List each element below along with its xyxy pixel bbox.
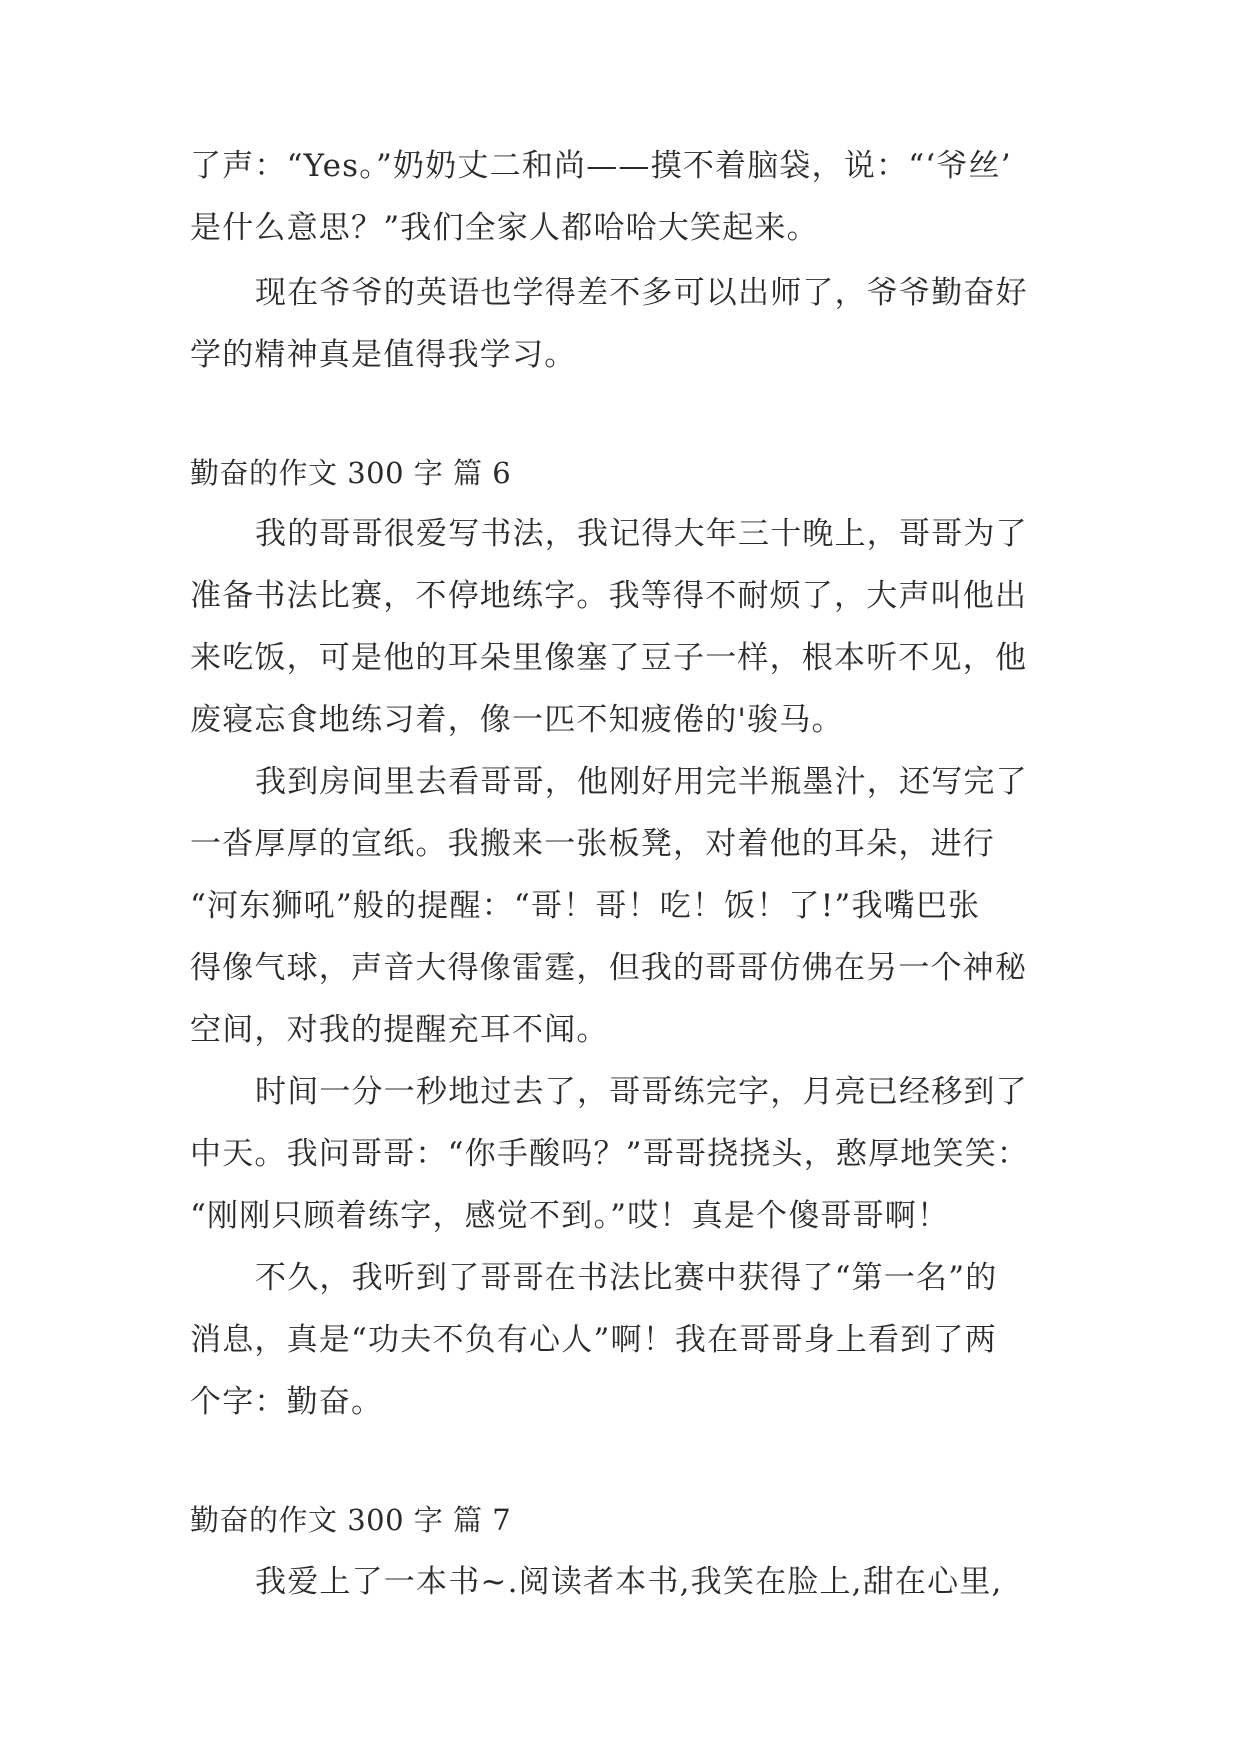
paragraph-7-line-1: 我爱上了一本书~.阅读者本书,我笑在脸上,甜在心里, — [255, 1564, 1003, 1600]
paragraph-6-line-1: 不久，我听到了哥哥在书法比赛中获得了“第一名”的 — [255, 1260, 998, 1296]
paragraph-6-line-3: 个字：勤奋。 — [190, 1384, 384, 1420]
paragraph-4-line-5: 空间，对我的提醒充耳不闻。 — [190, 1012, 609, 1048]
paragraph-1-line-2: 是什么意思？”我们全家人都哈哈大笑起来。 — [190, 210, 819, 246]
paragraph-5-line-3: “刚刚只顾着练字，感觉不到。”哎！真是个傻哥哥啊！ — [190, 1198, 950, 1234]
paragraph-2-line-2: 学的精神真是值得我学习。 — [190, 337, 577, 373]
paragraph-3-line-2: 准备书法比赛，不停地练字。我等得不耐烦了，大声叫他出 — [190, 578, 1028, 614]
paragraph-3-line-1: 我的哥哥很爱写书法，我记得大年三十晚上，哥哥为了 — [255, 516, 1028, 552]
section-heading-6: 勤奋的作文 300 字 篇 6 — [190, 456, 512, 490]
section-heading-7: 勤奋的作文 300 字 篇 7 — [190, 1503, 512, 1537]
paragraph-5-line-1: 时间一分一秒地过去了，哥哥练完字，月亮已经移到了 — [255, 1074, 1028, 1110]
paragraph-4-line-2: 一沓厚厚的宣纸。我搬来一张板凳，对着他的耳朵，进行 — [190, 826, 995, 862]
paragraph-1-line-1: 了声：“Yes。”奶奶丈二和尚——摸不着脑袋，说：“‘爷丝’ — [190, 148, 1012, 184]
paragraph-4-line-3: “河东狮吼”般的提醒：“哥！哥！吃！饭！了!”我嘴巴张 — [190, 888, 981, 924]
paragraph-6-line-2: 消息，真是“功夫不负有心人”啊！我在哥哥身上看到了两 — [190, 1322, 997, 1358]
paragraph-4-line-1: 我到房间里去看哥哥，他刚好用完半瓶墨汁，还写完了 — [255, 764, 1028, 800]
paragraph-3-line-4: 废寝忘食地练习着，像一匹不知疲倦的'骏马。 — [190, 702, 844, 738]
paragraph-5-line-2: 中天。我问哥哥：“你手酸吗？”哥哥挠挠头，憨厚地笑笑： — [190, 1136, 1030, 1172]
paragraph-2-line-1: 现在爷爷的英语也学得差不多可以出师了，爷爷勤奋好 — [255, 275, 1028, 311]
paragraph-3-line-3: 来吃饭，可是他的耳朵里像塞了豆子一样，根本听不见，他 — [190, 640, 1028, 676]
paragraph-4-line-4: 得像气球，声音大得像雷霆，但我的哥哥仿佛在另一个神秘 — [190, 950, 1028, 986]
